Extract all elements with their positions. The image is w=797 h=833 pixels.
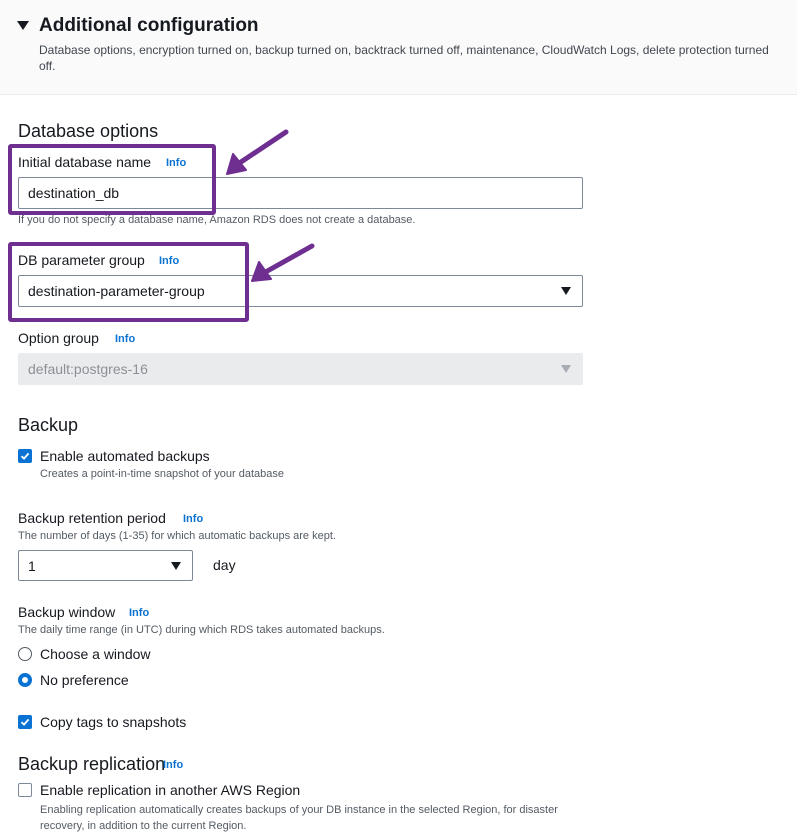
enable-replication-desc: Enabling replication automatically creates backups of your DB instance in the selected Region, for disaster recovery, in addition to the current Region. [40, 804, 558, 832]
automated-backups-label[interactable]: Enable automated backups [40, 448, 210, 464]
backup-window-info-link[interactable]: Info [129, 607, 150, 619]
automated-backups-desc: Creates a point-in-time snapshot of your database [40, 468, 284, 480]
option-group-select [18, 353, 583, 385]
param-group-info-link[interactable]: Info [159, 255, 180, 267]
retention-value: 1 [28, 557, 36, 574]
chevron-down-icon [561, 287, 571, 295]
retention-info-link[interactable]: Info [183, 513, 204, 525]
initial-db-info-link[interactable]: Info [166, 157, 187, 169]
initial-db-hint: If you do not specify a database name, Amazon RDS does not create a database. [18, 214, 416, 226]
additional-configuration-header[interactable] [0, 0, 797, 95]
automated-backups-checkbox[interactable] [18, 449, 32, 463]
expand-caret-icon[interactable] [17, 21, 29, 30]
retention-unit: day [213, 557, 236, 573]
option-group-value: default:postgres-16 [28, 361, 148, 377]
chevron-down-icon [561, 365, 571, 373]
choose-window-radio[interactable] [18, 647, 32, 661]
param-group-label: DB parameter group [18, 252, 145, 268]
backup-window-label: Backup window [18, 604, 116, 620]
retention-label: Backup retention period [18, 510, 166, 526]
highlight-box-param-group [8, 242, 249, 322]
backup-window-desc: The daily time range (in UTC) during which RDS takes automated backups. [18, 624, 385, 636]
option-group-info-link[interactable]: Info [115, 333, 136, 345]
backup-replication-heading: Backup replication [18, 754, 166, 774]
replication-info-link[interactable]: Info [163, 759, 184, 771]
section-title: Additional configuration [39, 15, 259, 36]
database-options-heading: Database options [18, 121, 159, 141]
choose-window-label[interactable]: Choose a window [40, 646, 151, 662]
retention-desc: The number of days (1-35) for which automatic backups are kept. [18, 530, 336, 542]
check-icon [20, 451, 30, 461]
enable-replication-checkbox[interactable] [18, 783, 32, 797]
annotation-arrow-icon [215, 120, 305, 190]
no-preference-label[interactable]: No preference [40, 672, 129, 688]
retention-select[interactable] [18, 550, 193, 581]
check-icon [20, 717, 30, 727]
section-description: Database options, encryption turned on, backup turned on, backtrack turned off, maintenance, CloudWatch Logs, delete protection turned off. [39, 43, 769, 73]
option-group-label: Option group [18, 330, 99, 346]
annotation-arrow-icon [240, 238, 330, 298]
copy-tags-label[interactable]: Copy tags to snapshots [40, 714, 187, 730]
chevron-down-icon [171, 562, 181, 570]
enable-replication-label[interactable]: Enable replication in another AWS Region [40, 782, 301, 798]
highlight-box-initial-db [8, 144, 216, 215]
backup-heading: Backup [18, 415, 79, 435]
copy-tags-checkbox[interactable] [18, 715, 32, 729]
no-preference-radio[interactable] [18, 673, 32, 687]
param-group-value: destination-parameter-group [28, 283, 205, 299]
initial-db-value: destination_db [28, 185, 120, 201]
initial-db-label: Initial database name [18, 154, 152, 170]
